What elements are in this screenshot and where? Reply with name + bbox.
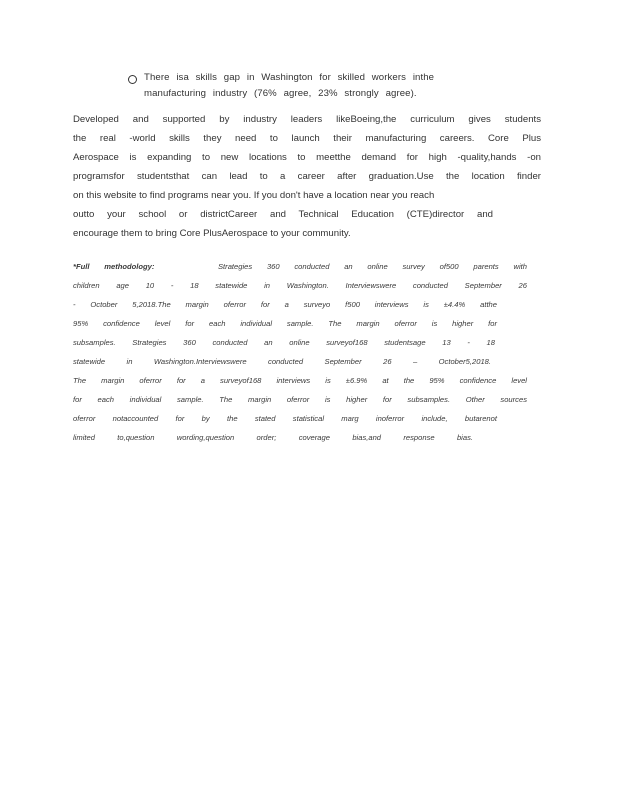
methodology-line: children age 10 - 18 statewide in Washington. Interviewswere conducted September 26 <box>73 281 527 290</box>
paragraph-line: outto your school or districtCareer and Technical Education (CTE)director and <box>73 209 493 220</box>
bullet-line: There isa skills gap in Washington for skilled workers inthe <box>144 72 435 83</box>
methodology-line-text: Strategies 360 conducted an online survey of500 parents with <box>217 262 527 271</box>
methodology-line: - October 5,2018.The margin oferror for a surveyo f500 interviews is ±4.4% atthe <box>73 300 497 309</box>
paragraph-line: encourage them to bring Core PlusAerospace to your community. <box>73 228 351 239</box>
methodology-line <box>73 262 527 272</box>
methodology-line: statewide in Washington.Interviewswere conducted September 26 – October5,2018. <box>73 357 491 366</box>
methodology-line: subsamples. Strategies 360 conducted an online surveyof168 studentsage 13 - 18 <box>73 338 495 347</box>
paragraph-line: the real -world skills they need to launch their manufacturing careers. Core Plus <box>73 133 541 144</box>
paragraph-line: Developed and supported by industry leaders likeBoeing,the curriculum gives students <box>73 114 541 125</box>
methodology-label: *Full methodology: <box>73 262 155 271</box>
paragraph-line: on this website to find programs near you. If you don't have a location near you reach <box>73 190 435 201</box>
methodology-line: The margin oferror for a surveyof168 interviews is ±6.9% at the 95% confidence level <box>73 376 527 385</box>
methodology-line: for each individual sample. The margin oferror is higher for subsamples. Other sources <box>73 395 527 404</box>
methodology-line: oferror notaccounted for by the stated statistical marg inoferror include, butarenot <box>73 414 497 423</box>
bullet-line: manufacturing industry (76% agree, 23% strongly agree). <box>144 88 417 99</box>
paragraph-line: programsfor studentsthat can lead to a career after graduation.Use the location finder <box>73 171 541 182</box>
hollow-circle-bullet-icon <box>128 75 137 84</box>
methodology-line: 95% confidence level for each individual sample. The margin oferror is higher for <box>73 319 497 328</box>
methodology-line: limited to,question wording,question order; coverage bias,and response bias. <box>73 433 473 442</box>
paragraph-line: Aerospace is expanding to new locations to meetthe demand for high -quality,hands -on <box>73 152 541 163</box>
